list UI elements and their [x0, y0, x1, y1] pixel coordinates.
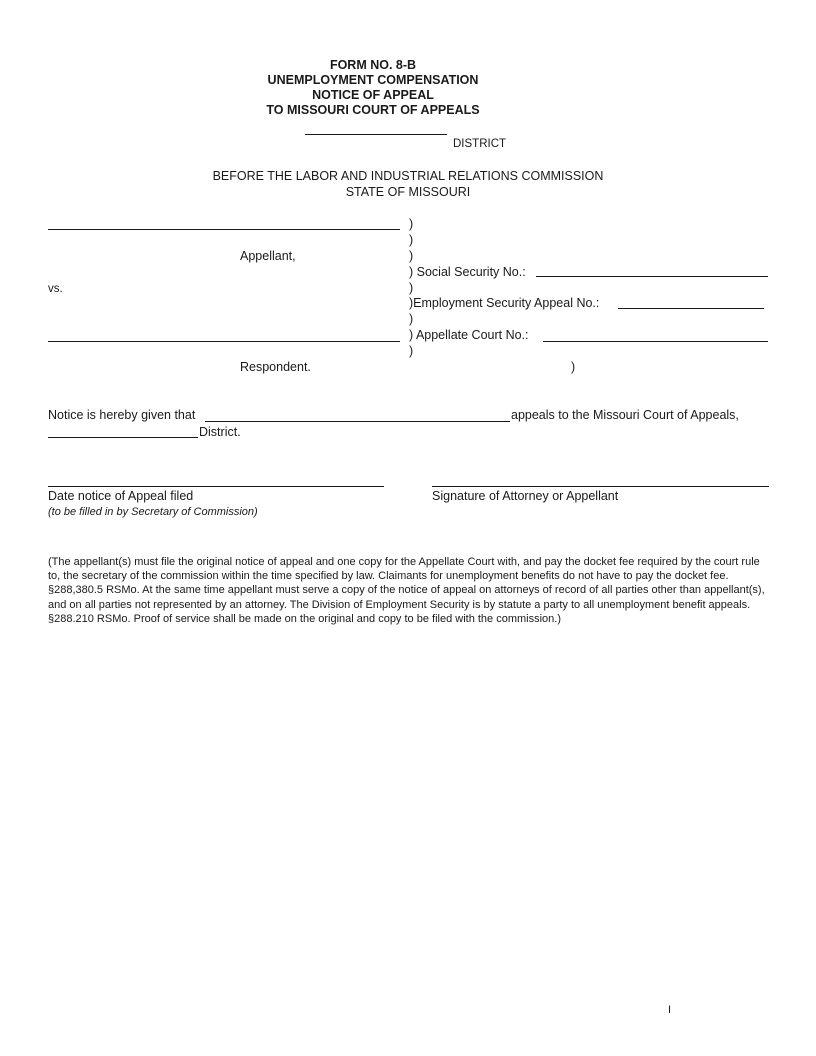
caption-paren: ) — [409, 249, 414, 263]
signature-blank[interactable] — [432, 486, 769, 487]
ssn-label: ) Social Security No.: — [409, 265, 526, 279]
notice-suffix: appeals to the Missouri Court of Appeals, — [511, 408, 739, 422]
caption-paren: ) — [409, 233, 414, 247]
signature-label: Signature of Attorney or Appellant — [432, 489, 619, 503]
ssn-field[interactable] — [536, 276, 768, 277]
date-filed-note: (to be filled in by Secretary of Commission) — [48, 506, 258, 518]
form-title-line-4: TO MISSOURI COURT OF APPEALS — [266, 103, 480, 117]
appellate-court-number-field[interactable] — [543, 341, 768, 342]
district-blank[interactable] — [305, 134, 447, 135]
caption-paren: ) — [409, 344, 414, 358]
page-mark: I — [668, 1004, 672, 1016]
appellant-notice-blank[interactable] — [205, 421, 510, 422]
date-filed-blank[interactable] — [48, 486, 384, 487]
respondent-name-blank[interactable] — [48, 341, 400, 342]
notice-prefix: Notice is hereby given that — [48, 408, 196, 422]
appellant-label: Appellant, — [240, 249, 296, 263]
appellant-name-blank[interactable] — [48, 229, 400, 230]
appellate-court-label: ) Appellate Court No.: — [409, 328, 529, 342]
caption-paren: ) — [409, 217, 414, 231]
esa-appeal-number-field[interactable] — [618, 308, 764, 309]
form-number: FORM NO. 8-B — [329, 58, 417, 72]
district-label: DISTRICT — [453, 138, 507, 150]
vs-label: vs. — [48, 283, 63, 295]
form-title-line-2: UNEMPLOYMENT COMPENSATION — [267, 73, 479, 87]
caption-paren: ) — [409, 281, 414, 295]
commission-line-2: STATE OF MISSOURI — [345, 185, 471, 199]
esa-label: )Employment Security Appeal No.: — [409, 296, 600, 310]
caption-paren: ) — [571, 360, 576, 374]
footnote-paragraph: (The appellant(s) must file the original notice of appeal and one copy for the Appellate Court with, and pay the docket fee required by the court rule to, the secretary of the commission within the time specified by law. Claimants for unemployment benefits do not have to pay the docket fee. §288,380.5 RSMo. At the same time appellant must serve a copy of the notice of appeal on attorneys of record of all parties other than appellant(s), and on all parties not represented by an attorney. The Division of Employment Security is by statute a party to all unemployment benefit appeals. §288.210 RSMo. Proof of service shall be made on the original and copy to be filed with the commission.) — [48, 556, 765, 625]
notice-district-blank[interactable] — [48, 437, 198, 438]
date-filed-label: Date notice of Appeal filed — [48, 489, 194, 503]
caption-paren: ) — [409, 312, 414, 326]
respondent-label: Respondent. — [240, 360, 311, 374]
notice-district-suffix: District. — [199, 425, 241, 439]
form-title-line-3: NOTICE OF APPEAL — [312, 88, 434, 102]
commission-line-1: BEFORE THE LABOR AND INDUSTRIAL RELATIONS COMMISSION — [212, 169, 604, 183]
